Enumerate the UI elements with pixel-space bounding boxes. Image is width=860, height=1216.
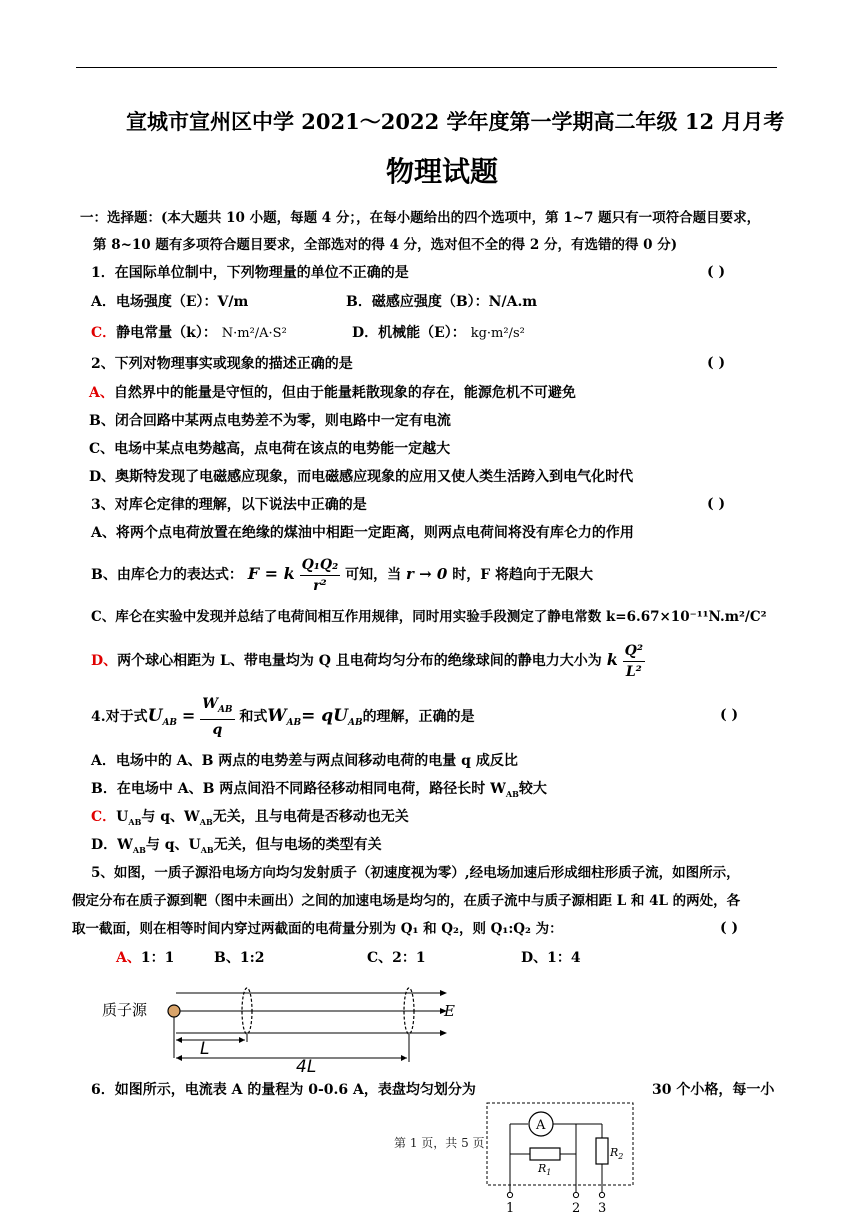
q4-option-c-mid: 与 q、W — [141, 809, 200, 825]
q1-answer-blank: ( ) — [707, 264, 726, 280]
q3-option-b-mid: 可知，当 — [345, 567, 402, 583]
resistor-r1-icon — [530, 1148, 560, 1160]
q4-option-b-text: B．在电场中 A、B 两点间沿不同路径移动相同电荷，路径长时 W — [91, 781, 506, 797]
q1-stem: 1．在国际单位制中，下列物理量的单位不正确的是 — [91, 265, 409, 281]
terminal-3-icon — [599, 1192, 604, 1197]
q4-option-c — [91, 808, 409, 831]
q3-answer-blank: ( ) — [707, 496, 726, 512]
q4-option-d-mid: 与 q、U — [145, 837, 201, 853]
q4-option-c-letter: C． — [91, 809, 117, 825]
resistor-r2-sub: 2 — [618, 1152, 624, 1161]
subject-title: 物理试题 — [386, 155, 499, 188]
dim-l-arrow-right — [239, 1037, 245, 1043]
q3-option-b-post: 时，F 将趋向于无限大 — [452, 567, 594, 583]
q4-stem-pre: 4.对于式 — [91, 709, 148, 725]
resistor-r2-icon — [596, 1138, 608, 1164]
q3-option-c: C、库仑在实验中发现并总结了电荷间相互作用规律，同时用实验手段测定了静电常数 k=6.67×10⁻¹¹N.m²/C² — [91, 609, 767, 625]
q3-option-d-denominator: L² — [625, 663, 642, 680]
terminal-1-icon — [507, 1192, 512, 1197]
q4-option-c-sub2: AB — [199, 816, 213, 827]
q4-option-b-sub: AB — [505, 788, 519, 799]
q5-option-a-text: 1：1 — [140, 950, 175, 966]
q3-stem: 3、对库仑定律的理解，以下说法中正确的是 — [91, 497, 367, 513]
field-arrow-bottom — [440, 1030, 447, 1036]
q4-u-sub: AB — [162, 717, 178, 728]
q1-option-c-letter: C． — [91, 325, 117, 341]
terminal-1-label: 1 — [506, 1201, 515, 1216]
q4-w: W — [267, 706, 287, 726]
q5-option-c: C、2：1 — [367, 950, 426, 966]
ammeter-circuit-figure — [486, 1102, 636, 1216]
q4-option-a: A．电场中的 A、B 两点的电势差与两点间移动电荷的电量 q 成反比 — [91, 753, 518, 769]
q2-option-a-letter: A、 — [89, 385, 114, 401]
q1-option-d — [352, 324, 525, 343]
section-instructions-1: 一：选择题：(本大题共 10 小题，每题 4 分；，在每小题给出的四个选项中，第 1~7 题只有一项符合题目要求， — [80, 210, 761, 226]
q3-option-d-letter: D、 — [91, 653, 118, 669]
q5-line-2: 假定分布在质子源到靶（图中未画出）之间的加速电场是均匀的，在质子流中与质子源相距 L 和 4L 的两处，各 — [72, 893, 741, 909]
q4-stem — [91, 692, 475, 747]
q4-stem-post: 的理解，正确的是 — [362, 709, 475, 725]
q2-option-a-text: 自然界中的能量是守恒的，但由于能量耗散现象的存在，能源危机不可避免 — [113, 385, 576, 401]
exam-title: 宣城市宣州区中学 2021～2022 学年度第一学期高二年级 12 月月考 — [126, 109, 785, 134]
resistor-r2-letter: R — [610, 1146, 619, 1159]
q4-option-d — [91, 836, 382, 859]
q3-formula-numerator: Q₁Q₂ — [300, 555, 341, 576]
q5-line-3: 取一截面，则在相等时间内穿过两截面的电荷量分别为 Q₁ 和 Q₂，则 Q₁:Q₂ 为： — [72, 921, 563, 937]
q5-option-b: B、1:2 — [214, 950, 265, 966]
q1-option-c — [91, 324, 287, 343]
q4-w-sub: AB — [286, 717, 302, 728]
q4-numerator-w: W — [202, 695, 218, 712]
q3-option-d-numerator: Q² — [623, 641, 645, 662]
q4-eq2: = qU — [301, 706, 348, 726]
q3-option-a: A、将两个点电荷放置在绝缘的煤油中相距一定距离，则两点电荷间将没有库仑力的作用 — [91, 525, 634, 541]
q3-limit: r → 0 — [406, 565, 448, 583]
q1-option-b: B．磁感应强度（B）：N/A.m — [346, 294, 538, 310]
q6-line-1: 6．如图所示，电流表 A 的量程为 0-0.6 A，表盘均匀划分为 — [91, 1082, 476, 1098]
resistor-r1-letter: R — [538, 1162, 547, 1175]
q1-option-d-unit: kg·m²/s² — [470, 326, 525, 341]
q4-option-b-tail: 较大 — [518, 781, 547, 797]
q1-option-c-unit: N·m²/A·S² — [221, 326, 287, 341]
q3-option-b — [91, 552, 593, 597]
q4-numerator — [200, 694, 234, 721]
ammeter-label: A — [536, 1118, 546, 1133]
q2-answer-blank: ( ) — [707, 355, 726, 371]
q2-option-b: B、闭合回路中某两点电势差不为零，则电路中一定有电流 — [89, 413, 451, 429]
q4-stem-mid: 和式 — [239, 709, 268, 725]
q3-option-d — [91, 638, 645, 683]
q4-denominator: q — [212, 722, 223, 739]
q4-option-d-sub1: AB — [132, 844, 146, 855]
page-footer: 第 1 页，共 5 页 — [394, 1136, 485, 1150]
q3-option-d-text: 两个球心相距为 L、带电量均为 Q 且电荷均匀分布的绝缘球间的静电力大小为 — [117, 653, 602, 669]
q5-answer-blank: ( ) — [720, 920, 739, 936]
q4-option-d-sub2: AB — [200, 844, 214, 855]
q4-answer-blank: ( ) — [720, 707, 739, 723]
top-rule — [76, 67, 777, 68]
q4-option-d-tail: 无关，但与电场的类型有关 — [213, 837, 382, 853]
q2-option-c: C、电场中某点电势越高，点电荷在该点的电势能一定越大 — [89, 441, 451, 457]
resistor-r1-label — [537, 1162, 551, 1177]
proton-source-dot — [168, 1005, 180, 1017]
q2-option-a — [89, 384, 576, 402]
proton-source-label: 质子源 — [102, 1001, 148, 1019]
field-arrow-top — [440, 990, 447, 996]
q4-u: U — [147, 706, 163, 726]
q3-option-d-k: k — [606, 650, 618, 669]
q3-option-d-fraction — [623, 641, 645, 682]
q4-option-c-u: U — [116, 809, 129, 825]
dim-4l-arrow-left — [176, 1055, 182, 1061]
q5-line-1: 5、如图，一质子源沿电场方向均匀发射质子（初速度视为零）,经电场加速后形成细柱形质子流，如图所示， — [91, 865, 740, 881]
dim-4l-label: 4L — [296, 1057, 317, 1076]
q4-option-b — [91, 780, 547, 803]
q4-numerator-sub: AB — [217, 704, 233, 715]
q4-option-c-sub1: AB — [128, 816, 142, 827]
dim-4l-arrow-right — [401, 1055, 407, 1061]
resistor-r1-sub: 1 — [546, 1168, 552, 1177]
q5-option-a-letter: A、 — [116, 950, 141, 966]
field-e-label: E — [444, 1002, 455, 1020]
terminal-2-icon — [573, 1192, 578, 1197]
proton-field-figure — [96, 980, 476, 1076]
q5-option-a — [116, 949, 174, 967]
dim-l-label: L — [200, 1039, 210, 1059]
q3-formula-denominator: r² — [313, 577, 327, 594]
circuit-dashed-box — [487, 1103, 633, 1185]
q2-option-d: D、奥斯特发现了电磁感应现象，而电磁感应现象的应用又使人类生活跨入到电气化时代 — [89, 469, 634, 485]
q5-option-d: D、1：4 — [521, 950, 581, 966]
q4-option-c-tail: 无关，且与电荷是否移动也无关 — [212, 809, 409, 825]
q1-option-a: A．电场强度（E）：V/m — [91, 294, 249, 310]
section-instructions-2: 第 8~10 题有多项符合题目要求，全部选对的得 4 分，选对但不全的得 2 分，有选错的得 0 分) — [93, 237, 678, 253]
q4-u2-sub: AB — [347, 717, 363, 728]
q3-formula-lhs: F = k — [247, 564, 295, 583]
q2-stem: 2、下列对物理事实或现象的描述正确的是 — [91, 356, 353, 372]
q4-fraction — [200, 694, 234, 741]
terminal-2-label: 2 — [572, 1201, 581, 1216]
q6-line-1-right: 30 个小格，每一小 — [652, 1082, 775, 1098]
q1-option-d-text: D．机械能（E）： — [352, 325, 466, 341]
dim-l-arrow-left — [176, 1037, 182, 1043]
q1-option-c-text: 静电常量（k）： — [116, 325, 217, 341]
q3-option-b-pre: B、由库仑力的表达式： — [91, 567, 243, 583]
q4-eq: = — [181, 706, 196, 725]
resistor-r2-label — [609, 1146, 623, 1161]
q3-formula-fraction — [300, 555, 341, 596]
terminal-3-label: 3 — [598, 1201, 607, 1216]
q4-option-d-w: D．W — [91, 837, 133, 853]
